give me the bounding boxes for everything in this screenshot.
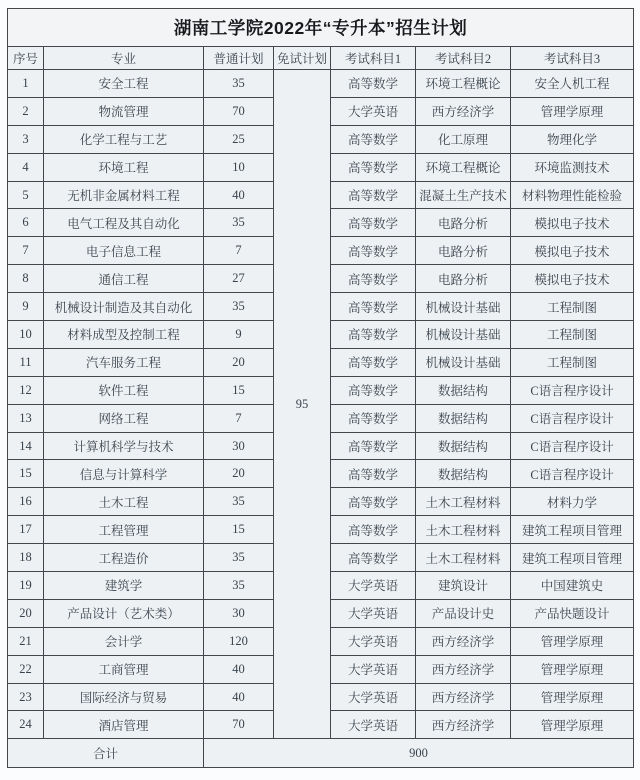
row-no-cell: 1 xyxy=(8,70,44,98)
row-no-cell: 11 xyxy=(8,348,44,376)
plan-cell: 35 xyxy=(204,572,274,600)
subject1-cell: 高等数学 xyxy=(331,460,416,488)
subject1-cell: 高等数学 xyxy=(331,265,416,293)
subject3-cell: 中国建筑史 xyxy=(511,572,634,600)
row-no-cell: 8 xyxy=(8,265,44,293)
plan-cell: 30 xyxy=(204,599,274,627)
major-cell: 无机非金属材料工程 xyxy=(44,181,204,209)
table-body xyxy=(8,70,634,739)
subject2-cell: 西方经济学 xyxy=(416,97,511,125)
major-cell: 网络工程 xyxy=(44,404,204,432)
total-value: 900 xyxy=(204,739,634,768)
subject2-cell: 土木工程材料 xyxy=(416,516,511,544)
subject2-cell: 机械设计基础 xyxy=(416,293,511,321)
subject2-cell: 环境工程概论 xyxy=(416,153,511,181)
subject2-cell: 电路分析 xyxy=(416,209,511,237)
major-cell: 会计学 xyxy=(44,627,204,655)
col-header-subject3: 考试科目3 xyxy=(511,47,634,70)
major-cell: 国际经济与贸易 xyxy=(44,683,204,711)
col-header-subject1: 考试科目1 xyxy=(331,47,416,70)
exempt-plan-merged-cell: 95 xyxy=(274,70,331,739)
total-label: 合计 xyxy=(8,739,204,768)
major-cell: 化学工程与工艺 xyxy=(44,125,204,153)
subject1-cell: 大学英语 xyxy=(331,627,416,655)
subject3-cell: 产品快题设计 xyxy=(511,599,634,627)
major-cell: 电气工程及其自动化 xyxy=(44,209,204,237)
plan-cell: 35 xyxy=(204,70,274,98)
row-no-cell: 6 xyxy=(8,209,44,237)
subject2-cell: 数据结构 xyxy=(416,432,511,460)
major-cell: 工程造价 xyxy=(44,544,204,572)
plan-cell: 70 xyxy=(204,711,274,739)
subject1-cell: 高等数学 xyxy=(331,348,416,376)
row-no-cell: 10 xyxy=(8,321,44,349)
major-cell: 信息与计算科学 xyxy=(44,460,204,488)
plan-cell: 30 xyxy=(204,432,274,460)
row-no-cell: 21 xyxy=(8,627,44,655)
subject3-cell: 材料物理性能检验 xyxy=(511,181,634,209)
plan-cell: 70 xyxy=(204,97,274,125)
plan-cell: 15 xyxy=(204,376,274,404)
row-no-cell: 12 xyxy=(8,376,44,404)
subject2-cell: 电路分析 xyxy=(416,237,511,265)
plan-cell: 27 xyxy=(204,265,274,293)
subject2-cell: 数据结构 xyxy=(416,376,511,404)
plan-cell: 35 xyxy=(204,209,274,237)
table-row xyxy=(8,70,634,98)
row-no-cell: 22 xyxy=(8,655,44,683)
subject3-cell: 材料力学 xyxy=(511,488,634,516)
plan-cell: 15 xyxy=(204,516,274,544)
major-cell: 土木工程 xyxy=(44,488,204,516)
subject1-cell: 高等数学 xyxy=(331,432,416,460)
page-title: 湖南工学院2022年“专升本”招生计划 xyxy=(8,9,634,47)
major-cell: 酒店管理 xyxy=(44,711,204,739)
major-cell: 计算机科学与技术 xyxy=(44,432,204,460)
major-cell: 软件工程 xyxy=(44,376,204,404)
subject1-cell: 高等数学 xyxy=(331,516,416,544)
plan-cell: 25 xyxy=(204,125,274,153)
subject1-cell: 高等数学 xyxy=(331,181,416,209)
subject1-cell: 高等数学 xyxy=(331,376,416,404)
subject1-cell: 高等数学 xyxy=(331,544,416,572)
header-row xyxy=(8,47,634,70)
row-no-cell: 15 xyxy=(8,460,44,488)
subject1-cell: 高等数学 xyxy=(331,488,416,516)
subject3-cell: 环境监测技术 xyxy=(511,153,634,181)
subject1-cell: 大学英语 xyxy=(331,599,416,627)
subject2-cell: 机械设计基础 xyxy=(416,321,511,349)
major-cell: 材料成型及控制工程 xyxy=(44,321,204,349)
plan-cell: 40 xyxy=(204,655,274,683)
subject1-cell: 高等数学 xyxy=(331,404,416,432)
subject1-cell: 大学英语 xyxy=(331,711,416,739)
row-no-cell: 5 xyxy=(8,181,44,209)
subject3-cell: 管理学原理 xyxy=(511,711,634,739)
plan-cell: 7 xyxy=(204,237,274,265)
plan-cell: 10 xyxy=(204,153,274,181)
subject1-cell: 大学英语 xyxy=(331,655,416,683)
major-cell: 工商管理 xyxy=(44,655,204,683)
major-cell: 电子信息工程 xyxy=(44,237,204,265)
subject3-cell: C语言程序设计 xyxy=(511,432,634,460)
subject3-cell: 建筑工程项目管理 xyxy=(511,516,634,544)
plan-cell: 35 xyxy=(204,293,274,321)
row-no-cell: 9 xyxy=(8,293,44,321)
major-cell: 通信工程 xyxy=(44,265,204,293)
footer-row xyxy=(8,739,634,768)
subject3-cell: C语言程序设计 xyxy=(511,460,634,488)
plan-cell: 35 xyxy=(204,488,274,516)
admission-plan-table xyxy=(7,8,634,768)
col-header-no: 序号 xyxy=(8,47,44,70)
subject3-cell: 模拟电子技术 xyxy=(511,209,634,237)
title-row xyxy=(8,9,634,47)
subject2-cell: 环境工程概论 xyxy=(416,70,511,98)
major-cell: 环境工程 xyxy=(44,153,204,181)
subject2-cell: 西方经济学 xyxy=(416,655,511,683)
row-no-cell: 3 xyxy=(8,125,44,153)
subject1-cell: 高等数学 xyxy=(331,153,416,181)
major-cell: 建筑学 xyxy=(44,572,204,600)
subject3-cell: 建筑工程项目管理 xyxy=(511,544,634,572)
subject2-cell: 建筑设计 xyxy=(416,572,511,600)
row-no-cell: 17 xyxy=(8,516,44,544)
subject2-cell: 土木工程材料 xyxy=(416,544,511,572)
subject2-cell: 产品设计史 xyxy=(416,599,511,627)
major-cell: 产品设计（艺术类） xyxy=(44,599,204,627)
major-cell: 安全工程 xyxy=(44,70,204,98)
subject2-cell: 混凝土生产技术 xyxy=(416,181,511,209)
subject2-cell: 土木工程材料 xyxy=(416,488,511,516)
plan-cell: 40 xyxy=(204,683,274,711)
major-cell: 汽车服务工程 xyxy=(44,348,204,376)
col-header-major: 专业 xyxy=(44,47,204,70)
subject2-cell: 化工原理 xyxy=(416,125,511,153)
subject2-cell: 西方经济学 xyxy=(416,711,511,739)
major-cell: 物流管理 xyxy=(44,97,204,125)
major-cell: 机械设计制造及其自动化 xyxy=(44,293,204,321)
subject3-cell: 模拟电子技术 xyxy=(511,265,634,293)
plan-cell: 40 xyxy=(204,181,274,209)
subject1-cell: 高等数学 xyxy=(331,209,416,237)
plan-cell: 120 xyxy=(204,627,274,655)
subject1-cell: 高等数学 xyxy=(331,321,416,349)
subject3-cell: 管理学原理 xyxy=(511,627,634,655)
subject3-cell: 管理学原理 xyxy=(511,683,634,711)
subject3-cell: 工程制图 xyxy=(511,293,634,321)
row-no-cell: 4 xyxy=(8,153,44,181)
row-no-cell: 13 xyxy=(8,404,44,432)
subject3-cell: 物理化学 xyxy=(511,125,634,153)
col-header-exempt: 免试计划 xyxy=(274,47,331,70)
row-no-cell: 18 xyxy=(8,544,44,572)
subject2-cell: 电路分析 xyxy=(416,265,511,293)
subject3-cell: 管理学原理 xyxy=(511,97,634,125)
plan-cell: 20 xyxy=(204,348,274,376)
row-no-cell: 24 xyxy=(8,711,44,739)
subject3-cell: 工程制图 xyxy=(511,321,634,349)
plan-cell: 7 xyxy=(204,404,274,432)
subject1-cell: 高等数学 xyxy=(331,237,416,265)
subject2-cell: 西方经济学 xyxy=(416,683,511,711)
subject1-cell: 高等数学 xyxy=(331,125,416,153)
subject1-cell: 高等数学 xyxy=(331,70,416,98)
major-cell: 工程管理 xyxy=(44,516,204,544)
row-no-cell: 7 xyxy=(8,237,44,265)
subject3-cell: 模拟电子技术 xyxy=(511,237,634,265)
subject1-cell: 大学英语 xyxy=(331,683,416,711)
plan-cell: 20 xyxy=(204,460,274,488)
row-no-cell: 23 xyxy=(8,683,44,711)
row-no-cell: 14 xyxy=(8,432,44,460)
col-header-plan: 普通计划 xyxy=(204,47,274,70)
row-no-cell: 2 xyxy=(8,97,44,125)
subject2-cell: 数据结构 xyxy=(416,404,511,432)
subject3-cell: 工程制图 xyxy=(511,348,634,376)
subject1-cell: 大学英语 xyxy=(331,97,416,125)
subject3-cell: 安全人机工程 xyxy=(511,70,634,98)
subject1-cell: 高等数学 xyxy=(331,293,416,321)
row-no-cell: 19 xyxy=(8,572,44,600)
subject3-cell: C语言程序设计 xyxy=(511,376,634,404)
subject2-cell: 机械设计基础 xyxy=(416,348,511,376)
subject2-cell: 西方经济学 xyxy=(416,627,511,655)
row-no-cell: 16 xyxy=(8,488,44,516)
subject3-cell: 管理学原理 xyxy=(511,655,634,683)
row-no-cell: 20 xyxy=(8,599,44,627)
plan-cell: 35 xyxy=(204,544,274,572)
subject1-cell: 大学英语 xyxy=(331,572,416,600)
subject2-cell: 数据结构 xyxy=(416,460,511,488)
plan-cell: 9 xyxy=(204,321,274,349)
col-header-subject2: 考试科目2 xyxy=(416,47,511,70)
subject3-cell: C语言程序设计 xyxy=(511,404,634,432)
